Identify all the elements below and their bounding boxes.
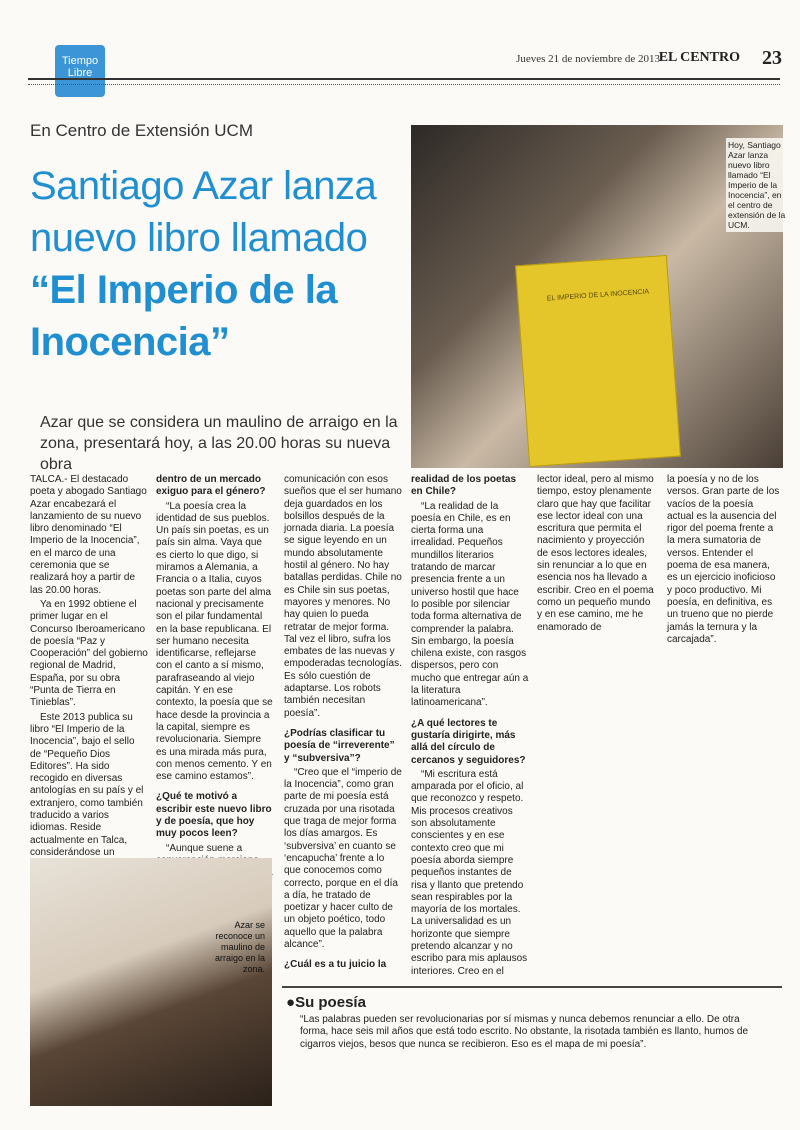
portrait-photo bbox=[30, 858, 272, 1106]
paragraph: Ya en 1992 obtiene el primer lugar en el Concurso Iberoamericano de poesía “Paz y Cooperación” del gobierno regional de Madrid, España, por su obra “Punta de Tierra en Tinieblas”. bbox=[30, 598, 148, 709]
logo-line-1: Tiempo bbox=[61, 55, 99, 67]
newspaper-name: EL CENTRO bbox=[658, 50, 740, 65]
interview-question: dentro de un mercado exiguo para el género? bbox=[156, 474, 266, 498]
interview-question: ¿Podrías clasificar tu poesía de “irreverente” y “subversiva”? bbox=[284, 727, 395, 764]
interview-answer: “Mi escritura está amparada por el oficio, al que reconozco y respeto. Mis procesos creativos son absolutamente conscientes y en ese contexto creo que mi poesía aborda siempre pequeños instantes de risa y llanto que pretendo sean respirables por la mayoría de los mortales. La universalidad es un horizonte que siempre pretendo alcanzar y no escribo para mis aplausos interiores. Creo en el bbox=[411, 768, 528, 977]
article-deck: Azar que se considera un maulino de arraigo en la zona, presentará hoy, a las 20.00 horas su nueva obra bbox=[40, 414, 398, 473]
sidebar-box-text: “Las palabras pueden ser revolucionarias por sí mismas y nunca debemos renunciar a ello. De otra forma, hace seis mil años que está todo escrito. No obstante, la risotada también es llanto, humos de cigarros viejos, besos que nunca se recibieron. Eso es el mapa de mi poesía”. bbox=[300, 1014, 749, 1050]
article-kicker: En Centro de Extensión UCM bbox=[30, 121, 253, 140]
book-cover-title: EL IMPERIO DE LA INOCENCIA bbox=[546, 288, 650, 303]
sidebar-box-title-text: Su poesía bbox=[295, 994, 366, 1011]
sidebar-box-title bbox=[286, 994, 366, 1011]
interview-answer: “Creo que el “imperio de la Inocencia”, como gran parte de mi poesía está cruzada por una risotada que traga de mejor forma los días amargos. Es ‘subversiva’ en cuanto se ‘encapucha’ frente a lo que conocemos como correcto, porque en el día a día, he tratado de poetizar y hacer culto de un objeto poético, todo aquello que la palabra alcance”. bbox=[284, 766, 402, 950]
portrait-photo-caption: Azar se reconoce un maulino de arraigo en la zona. bbox=[214, 920, 265, 974]
paragraph: Este 2013 publica su libro “El Imperio de la Inocencia”, bajo el sello de “Pequeño Dios Editores”. Ha sido recogido en diversas antologías en su país y el extranjero, como también traducido a varios idiomas. Reside actualmente en Talca, considerándose un bbox=[30, 711, 144, 858]
article-headline bbox=[30, 160, 410, 368]
interview-question: ¿Cuál es a tu juicio la bbox=[284, 959, 387, 971]
interview-answer: lector ideal, pero al mismo tiempo, estoy plenamente claro que hay que facilitar ese lector ideal con una escritura que permita el nacimiento y proyección de esos lectores ideales, sin renunciar a lo que en esencia nos ha llevado a escribir. Creo en el poema como un pequeño mundo y en ese camino, me he enamorado de bbox=[537, 474, 654, 633]
column-4 bbox=[411, 474, 529, 980]
logo-line-2: Libre bbox=[67, 67, 93, 79]
interview-answer: “Aunque suene a bbox=[166, 842, 243, 854]
interview-answer: “La poesía crea la identidad de sus pueblos. Un país sin poetas, es un país sin alma. Vaya que es cierto lo que digo, si miramos a Alemania, a Francia o a Italia, cuyos poetas son parte del alma nacional y precisamente son el pilar fundamental en la base republicana. El ser humano necesita identificarse, reflejarse con el canto a sí mismo, parafraseando al viejo capitán. Y en ese contexto, la poesía que se hace desde la provincia a la capital, siempre es revolucionaria. Siempre es una mirada más pura, con menos cemento. Y en ese camino estamos”. bbox=[156, 500, 273, 783]
column-5 bbox=[537, 474, 657, 636]
section-logo bbox=[55, 45, 105, 97]
header-rule bbox=[28, 78, 780, 85]
headline-part-1: Santiago Azar lanza nuevo libro llamado bbox=[30, 164, 377, 260]
interview-answer: la poesía y no de los versos. Gran parte de los vacíos de la poesía actual es la ausencia del rigor del poema frente a la mera sumatoria de versos. Entender el poema de esa manera, es un ejercicio inoficioso y poco productivo. Mi poesía, en definitiva, es un trueno que no pierde jamás la ternura y la carcajada”. bbox=[667, 474, 780, 645]
bullet-icon: ● bbox=[286, 994, 296, 1011]
column-3 bbox=[284, 474, 402, 974]
page-number: 23 bbox=[762, 47, 782, 69]
column-6 bbox=[667, 474, 782, 648]
interview-answer: comunicación con esos sueños que el ser humano deja guardados en los bolsillos después de la jornada diaria. La poesía se sigue leyendo en un mundo absolutamente hostil al género. No hay batallas perdidas. Chile no es Chile sin sus poetas, mayores y menores. No hay quien lo pueda retratar de mejor forma. Tal vez el libro, sufra los embates de las nuevas y empoderadas tecnologías. Es sólo cuestión de adaptarse. Los robots también necesitan poesía”. bbox=[284, 474, 402, 719]
column-2 bbox=[156, 474, 274, 906]
main-photo-caption: Hoy, Santiago Azar lanza nuevo libro llamado “El Imperio de la Inocencia”, en el centro de extensión de la UCM. bbox=[726, 138, 788, 232]
headline-part-2: “El Imperio de la Inocencia” bbox=[30, 268, 338, 364]
book-cover bbox=[515, 255, 681, 467]
paragraph: TALCA.- El destacado poeta y abogado Santiago Azar encabezará el lanzamiento de su nuevo libro denominado “El Imperio de la Inocencia”, en el marco de una ceremonia que se realizará hoy a partir de las 20.00 horas. bbox=[30, 474, 147, 596]
interview-answer: “La realidad de la poesía en Chile, es en cierta forma una irrealidad. Pequeños mundillos literarios tratando de marcar presencia frente a un universo hostil que hace lo posible por silenciar toda forma alternativa de comprender la palabra. Sin embargo, la poesía chilena existe, con rasgos dispersos, pero con mucho que entregar aún a la literatura latinoamericana”. bbox=[411, 500, 529, 709]
interview-question: ¿A qué lectores te gustaría dirigirte, más allá del círculo de cercanos y seguidores? bbox=[411, 717, 526, 766]
issue-date: Jueves 21 de noviembre de 2013 bbox=[516, 53, 660, 65]
interview-question: realidad de los poetas en Chile? bbox=[411, 474, 517, 498]
interview-question: ¿Qué te motivó a escribir este nuevo libro y de poesía, que hoy muy pocos leen? bbox=[156, 791, 272, 840]
